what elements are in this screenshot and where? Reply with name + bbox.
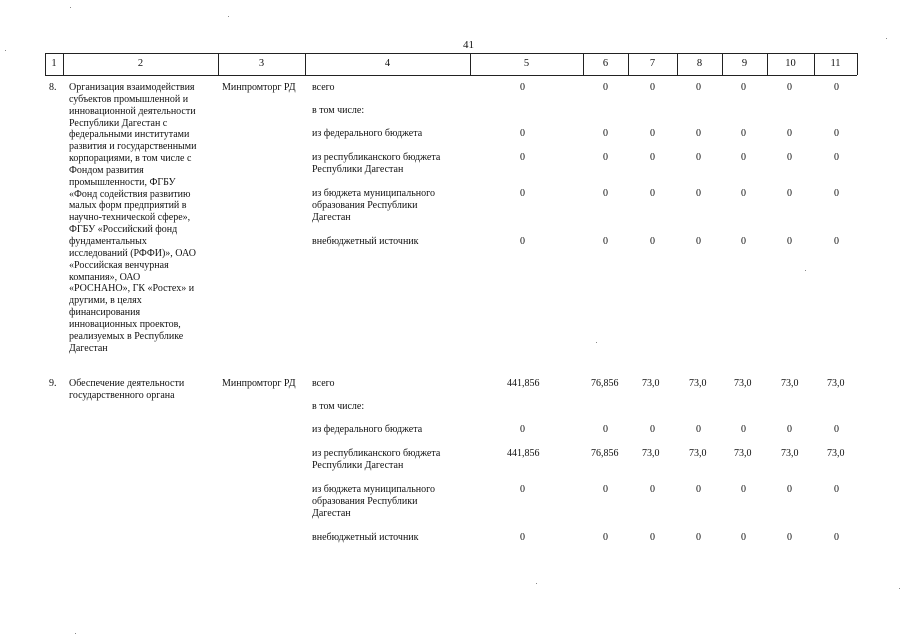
source-label: внебюджетный источник	[312, 532, 419, 543]
value-cell: 0	[696, 82, 701, 93]
value-cell: 0	[741, 82, 746, 93]
value-cell: 0	[520, 484, 525, 495]
value-cell: 0	[520, 128, 525, 139]
value-cell: 0	[834, 236, 839, 247]
value-cell: 76,856	[591, 378, 619, 389]
row-number: 8.	[49, 82, 57, 93]
value-cell: 0	[741, 128, 746, 139]
scan-speck	[75, 633, 76, 634]
value-cell: 73,0	[827, 378, 845, 389]
value-cell: 0	[650, 236, 655, 247]
scan-speck	[899, 588, 900, 589]
page-number: 41	[463, 39, 474, 51]
value-cell: 0	[741, 152, 746, 163]
value-cell: 0	[787, 188, 792, 199]
source-label: в том числе:	[312, 401, 365, 412]
value-cell: 0	[696, 424, 701, 435]
header-col-11: 11	[830, 58, 841, 69]
executor: Минпромторг РД	[222, 82, 296, 93]
value-cell: 73,0	[689, 378, 707, 389]
value-cell: 0	[696, 236, 701, 247]
value-cell: 0	[834, 424, 839, 435]
source-label: из федерального бюджета	[312, 424, 423, 435]
source-label: из федерального бюджета	[312, 128, 423, 139]
value-cell: 0	[787, 82, 792, 93]
scan-speck	[5, 50, 6, 51]
value-cell: 0	[603, 82, 608, 93]
value-cell: 0	[834, 82, 839, 93]
value-cell: 0	[650, 82, 655, 93]
source-label: внебюджетный источник	[312, 236, 419, 247]
value-cell: 0	[603, 188, 608, 199]
source-label: всего	[312, 378, 335, 389]
header-col-5: 5	[523, 58, 530, 69]
value-cell: 73,0	[781, 448, 799, 459]
value-cell: 0	[696, 532, 701, 543]
value-cell: 0	[696, 128, 701, 139]
value-cell: 0	[650, 188, 655, 199]
value-cell: 0	[741, 424, 746, 435]
value-cell: 73,0	[642, 378, 660, 389]
value-cell: 0	[787, 128, 792, 139]
value-cell: 0	[787, 424, 792, 435]
header-col-9: 9	[741, 58, 748, 69]
executor: Минпромторг РД	[222, 378, 296, 389]
value-cell: 0	[741, 188, 746, 199]
value-cell: 441,856	[507, 448, 540, 459]
value-cell: 0	[741, 484, 746, 495]
value-cell: 0	[787, 236, 792, 247]
value-cell: 0	[520, 152, 525, 163]
header-col-8: 8	[696, 58, 703, 69]
header-col-6: 6	[602, 58, 609, 69]
value-cell: 0	[650, 152, 655, 163]
header-col-7: 7	[649, 58, 656, 69]
source-label: в том числе:	[312, 105, 365, 116]
value-cell: 0	[741, 236, 746, 247]
value-cell: 73,0	[734, 378, 752, 389]
value-cell: 0	[603, 424, 608, 435]
value-cell: 0	[603, 484, 608, 495]
scan-speck	[805, 270, 806, 271]
value-cell: 0	[603, 152, 608, 163]
scan-speck	[228, 16, 229, 17]
source-label: из республиканского бюджета Республики Дагестан	[312, 152, 441, 175]
scan-speck	[886, 38, 887, 39]
source-label: из республиканского бюджета Республики Дагестан	[312, 448, 441, 471]
value-cell: 0	[834, 484, 839, 495]
header-col-3: 3	[258, 58, 265, 69]
value-cell: 0	[603, 128, 608, 139]
value-cell: 73,0	[642, 448, 660, 459]
value-cell: 0	[520, 188, 525, 199]
value-cell: 0	[603, 532, 608, 543]
value-cell: 0	[787, 152, 792, 163]
column-divider	[857, 53, 858, 75]
header-col-4: 4	[384, 58, 391, 69]
value-cell: 0	[696, 484, 701, 495]
value-cell: 73,0	[827, 448, 845, 459]
header-col-2: 2	[137, 58, 144, 69]
value-cell: 0	[603, 236, 608, 247]
value-cell: 0	[650, 532, 655, 543]
scan-speck	[70, 7, 71, 8]
value-cell: 76,856	[591, 448, 619, 459]
value-cell: 0	[696, 188, 701, 199]
value-cell: 0	[520, 424, 525, 435]
value-cell: 0	[520, 236, 525, 247]
value-cell: 0	[650, 424, 655, 435]
measure-name: Организация взаимодействия субъектов промышленной и инновационной деятельности Республики Дагестан с федеральными институтами развития и государственными корпорациями, в том числе с Фондом развития промышленности, ФГБУ «Фонд содействия развитию малых форм предприятий в научно-технической сфере», ФГБУ «Российский фонд фундаментальных исследований (РФФИ)», ОАО «Российская венчурная компания», ОАО «РОСНАНО», ГК «Ростех» и другими, в целях финансирования инновационных проектов, реализуемых в Республике Дагестан	[69, 82, 197, 354]
value-cell: 73,0	[689, 448, 707, 459]
value-cell: 73,0	[734, 448, 752, 459]
value-cell: 0	[834, 128, 839, 139]
header-col-10: 10	[785, 58, 796, 69]
value-cell: 0	[696, 152, 701, 163]
scan-speck	[536, 583, 537, 584]
source-label: из бюджета муниципального образования Республики Дагестан	[312, 188, 435, 223]
value-cell: 0	[741, 532, 746, 543]
value-cell: 0	[520, 532, 525, 543]
row-number: 9.	[49, 378, 57, 389]
source-label: из бюджета муниципального образования Республики Дагестан	[312, 484, 435, 519]
value-cell: 0	[787, 532, 792, 543]
value-cell: 0	[650, 484, 655, 495]
value-cell: 0	[834, 152, 839, 163]
value-cell: 0	[520, 82, 525, 93]
value-cell: 73,0	[781, 378, 799, 389]
value-cell: 0	[834, 532, 839, 543]
value-cell: 441,856	[507, 378, 540, 389]
value-cell: 0	[834, 188, 839, 199]
value-cell: 0	[650, 128, 655, 139]
source-label: всего	[312, 82, 335, 93]
header-col-1: 1	[51, 58, 57, 69]
scan-speck	[596, 342, 597, 343]
measure-name: Обеспечение деятельности государственного органа	[69, 378, 185, 401]
value-cell: 0	[787, 484, 792, 495]
